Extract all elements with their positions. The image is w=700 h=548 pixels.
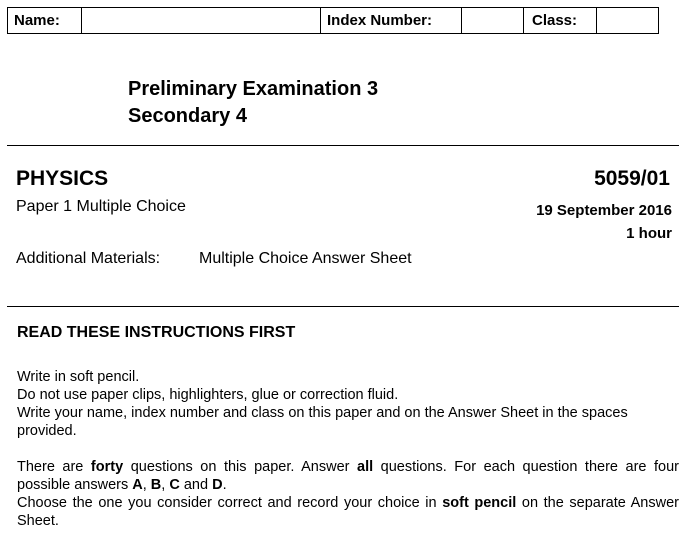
candidate-details-table — [7, 7, 659, 34]
instructions-heading: READ THESE INSTRUCTIONS FIRST — [17, 324, 296, 341]
exam-level: Secondary 4 — [128, 105, 247, 127]
index-number-label: Index Number: — [321, 8, 462, 34]
exam-date: 19 September 2016 — [536, 202, 672, 219]
paper-code: 5059/01 — [594, 167, 670, 190]
instructions-body — [17, 368, 679, 530]
index-number-field[interactable] — [462, 8, 524, 34]
paper-title: Paper 1 Multiple Choice — [16, 198, 186, 215]
class-label: Class: — [524, 8, 597, 34]
subject-title: PHYSICS — [16, 167, 109, 190]
name-field[interactable] — [82, 8, 321, 34]
materials-value: Multiple Choice Answer Sheet — [199, 250, 412, 267]
divider-top — [7, 145, 679, 146]
instruction-materials: Do not use paper clips, highlighters, glue or correction fluid. — [17, 387, 399, 403]
materials-label: Additional Materials: — [16, 250, 161, 267]
instruction-details: Write your name, index number and class on this paper and on the Answer Sheet in the spaces provided. — [17, 405, 628, 439]
exam-name: Preliminary Examination 3 — [128, 78, 379, 100]
instruction-questions: There are forty questions on this paper. Answer all questions. For each question there are four possible answers A, B, C and D. — [17, 459, 679, 493]
class-field[interactable] — [597, 8, 659, 34]
exam-title — [128, 76, 378, 130]
instruction-answer: Choose the one you consider correct and record your choice in soft pencil on the separate Answer Sheet. — [17, 495, 679, 529]
divider-bottom — [7, 306, 679, 307]
instruction-pencil: Write in soft pencil. — [17, 369, 140, 385]
exam-duration: 1 hour — [626, 225, 672, 242]
name-label: Name: — [8, 8, 82, 34]
